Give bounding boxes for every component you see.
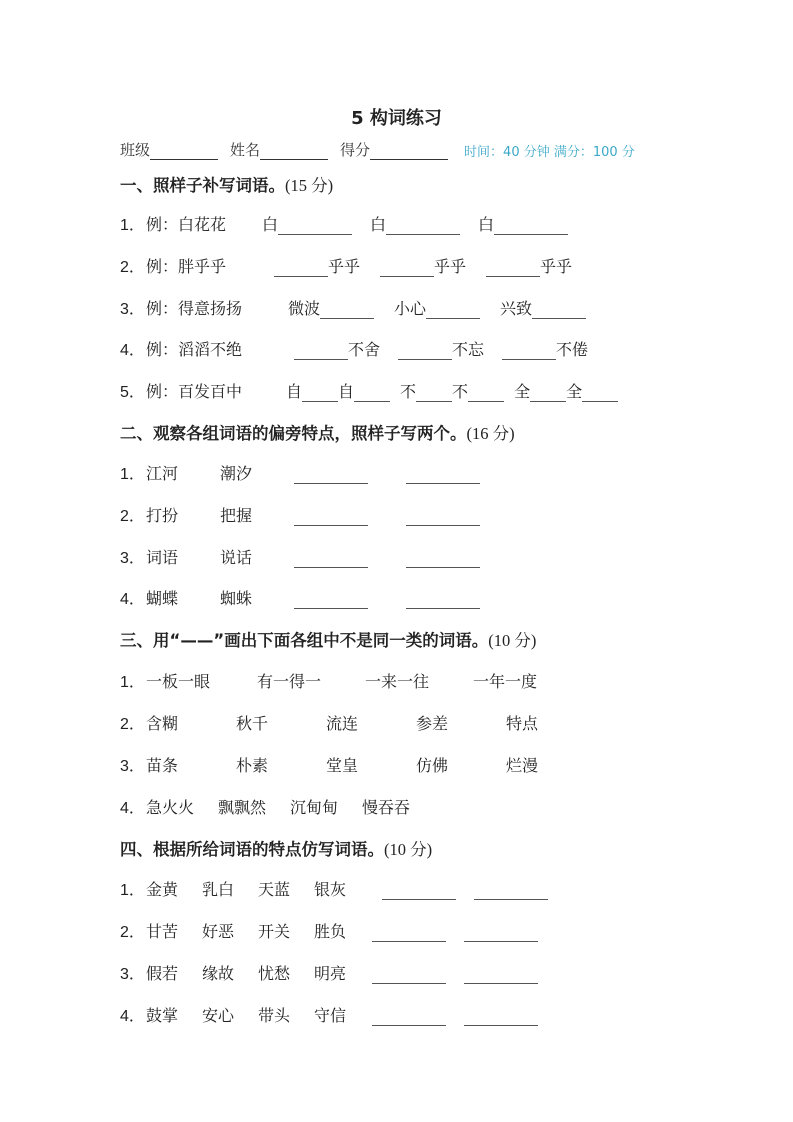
answer-blank[interactable] (294, 345, 348, 360)
word-part: 白 (370, 215, 387, 234)
answer-blank[interactable] (406, 553, 480, 568)
answer-blank[interactable] (464, 1011, 538, 1026)
s4-item-3 (120, 961, 538, 984)
word: 蜘蛛 (220, 589, 253, 608)
word[interactable]: 参差 (416, 714, 449, 733)
points: (15 分) (285, 176, 334, 195)
s1-item-4 (120, 337, 588, 360)
word[interactable]: 一板一眼 (146, 672, 211, 691)
s1-item-5 (120, 379, 618, 402)
answer-blank[interactable] (398, 345, 452, 360)
answer-blank[interactable] (468, 387, 504, 402)
s2-item-3 (120, 545, 480, 568)
item-number: 4． (120, 1008, 145, 1025)
item-number: 2． (120, 508, 145, 525)
word: 甘苦 (146, 922, 179, 941)
answer-blank[interactable] (294, 553, 368, 568)
word: 带头 (258, 1006, 291, 1025)
word[interactable]: 堂皇 (326, 756, 359, 775)
answer-blank[interactable] (406, 469, 480, 484)
word[interactable]: 流连 (326, 714, 359, 733)
answer-blank[interactable] (464, 927, 538, 942)
page-title: 5 构词练习 (351, 108, 442, 129)
word-part: 白 (478, 215, 495, 234)
word[interactable]: 朴素 (236, 756, 269, 775)
time-info: 时间：40 分钟 满分：100 分 (464, 145, 635, 160)
word: 天蓝 (258, 880, 291, 899)
item-number: 2． (120, 259, 145, 276)
answer-blank[interactable] (426, 304, 480, 319)
word[interactable]: 一来一往 (365, 672, 430, 691)
word-part: 乎乎 (540, 257, 573, 276)
word: 开关 (258, 922, 291, 941)
item-number: 3． (120, 301, 145, 318)
answer-blank[interactable] (386, 220, 460, 235)
s4-item-2 (120, 919, 538, 942)
heading-text: 三、用“——”画出下面各组中不是同一类的词语。 (120, 631, 489, 650)
word: 乳白 (202, 880, 235, 899)
name-field[interactable] (260, 145, 328, 160)
answer-blank[interactable] (494, 220, 568, 235)
example: 例：白花花 (146, 215, 227, 234)
word[interactable]: 仿佛 (416, 756, 449, 775)
answer-blank[interactable] (530, 387, 566, 402)
word[interactable]: 沉甸甸 (290, 798, 339, 817)
answer-blank[interactable] (354, 387, 390, 402)
word-part: 不忘 (452, 340, 485, 359)
word: 胜负 (314, 922, 347, 941)
item-number: 3． (120, 966, 145, 983)
points: (10 分) (488, 631, 537, 650)
word-part: 微波 (288, 299, 321, 318)
word-part: 不 (452, 382, 469, 401)
item-number: 4． (120, 342, 145, 359)
word-part: 不 (400, 382, 417, 401)
answer-blank[interactable] (416, 387, 452, 402)
answer-blank[interactable] (486, 262, 540, 277)
word-part: 白 (262, 215, 279, 234)
answer-blank[interactable] (474, 885, 548, 900)
word: 金黄 (146, 880, 179, 899)
s3-item-3 (120, 753, 538, 776)
example: 例：滔滔不绝 (146, 340, 243, 359)
word[interactable]: 含糊 (146, 714, 179, 733)
word-part: 小心 (394, 299, 427, 318)
word: 把握 (220, 506, 253, 525)
item-number: 2． (120, 716, 145, 733)
class-field[interactable] (150, 145, 218, 160)
answer-blank[interactable] (294, 469, 368, 484)
word-part: 乎乎 (434, 257, 467, 276)
example: 例：百发百中 (146, 382, 243, 401)
word: 鼓掌 (146, 1006, 179, 1025)
word: 明亮 (314, 964, 347, 983)
s4-item-1 (120, 877, 548, 900)
heading-text: 四、根据所给词语的特点仿写词语。 (120, 840, 384, 859)
word: 打扮 (146, 506, 179, 525)
header-info (120, 139, 635, 160)
word[interactable]: 特点 (506, 714, 539, 733)
word: 银灰 (314, 880, 347, 899)
answer-blank[interactable] (372, 1011, 446, 1026)
section-2-heading (120, 420, 515, 444)
answer-blank[interactable] (406, 511, 480, 526)
s1-item-1 (120, 212, 568, 235)
word: 好恶 (202, 922, 235, 941)
word-part: 兴致 (500, 299, 533, 318)
word-part: 自 (286, 382, 303, 401)
s1-item-3 (120, 296, 586, 319)
word[interactable]: 苗条 (146, 756, 179, 775)
word-part: 不舍 (348, 340, 381, 359)
answer-blank[interactable] (380, 262, 434, 277)
answer-blank[interactable] (372, 969, 446, 984)
score-label: 得分 (340, 141, 371, 159)
item-number: 4． (120, 591, 145, 608)
word: 忧愁 (258, 964, 291, 983)
word[interactable]: 慢吞吞 (362, 798, 411, 817)
word: 安心 (202, 1006, 235, 1025)
s2-item-4 (120, 586, 480, 609)
s3-item-1 (120, 669, 537, 692)
answer-blank[interactable] (372, 927, 446, 942)
item-number: 1． (120, 217, 145, 234)
item-number: 5． (120, 384, 145, 401)
points: (10 分) (384, 840, 433, 859)
word: 潮汐 (220, 464, 253, 483)
item-number: 1． (120, 674, 145, 691)
answer-blank[interactable] (532, 304, 586, 319)
section-3-heading (120, 627, 536, 651)
word-part: 自 (338, 382, 355, 401)
heading-text: 一、照样子补写词语。 (120, 176, 285, 195)
s1-item-2 (120, 254, 572, 277)
word[interactable]: 有一得一 (257, 672, 322, 691)
example: 例：胖乎乎 (146, 257, 227, 276)
answer-blank[interactable] (278, 220, 352, 235)
item-number: 4． (120, 800, 145, 817)
word[interactable]: 急火火 (146, 798, 195, 817)
example: 例：得意扬扬 (146, 299, 243, 318)
word[interactable]: 一年一度 (473, 672, 538, 691)
word: 缘故 (202, 964, 235, 983)
s2-item-1 (120, 461, 480, 484)
answer-blank[interactable] (582, 387, 618, 402)
word: 守信 (314, 1006, 347, 1025)
s3-item-2 (120, 711, 538, 734)
s4-item-4 (120, 1003, 538, 1026)
word-part: 全 (514, 382, 531, 401)
word: 江河 (146, 464, 179, 483)
answer-blank[interactable] (464, 969, 538, 984)
section-4-heading (120, 836, 432, 860)
word[interactable]: 秋千 (236, 714, 269, 733)
section-1-heading (120, 172, 333, 196)
word-part: 不倦 (556, 340, 589, 359)
answer-blank[interactable] (320, 304, 374, 319)
answer-blank[interactable] (406, 594, 480, 609)
s3-item-4 (120, 795, 410, 818)
points: (16 分) (466, 424, 515, 443)
word: 蝴蝶 (146, 589, 179, 608)
item-number: 3． (120, 550, 145, 567)
s2-item-2 (120, 503, 480, 526)
item-number: 2． (120, 924, 145, 941)
item-number: 1． (120, 466, 145, 483)
word: 词语 (146, 548, 179, 567)
item-number: 1． (120, 882, 145, 899)
answer-blank[interactable] (294, 594, 368, 609)
item-number: 3． (120, 758, 145, 775)
score-field[interactable] (370, 145, 448, 160)
word-part: 全 (566, 382, 583, 401)
answer-blank[interactable] (274, 262, 328, 277)
answer-blank[interactable] (502, 345, 556, 360)
word[interactable]: 飘飘然 (218, 798, 267, 817)
answer-blank[interactable] (294, 511, 368, 526)
name-label: 姓名 (230, 141, 261, 159)
word[interactable]: 烂漫 (506, 756, 539, 775)
word-part: 乎乎 (328, 257, 361, 276)
heading-text: 二、观察各组词语的偏旁特点，照样子写两个。 (120, 424, 467, 443)
word: 说话 (220, 548, 253, 567)
class-label: 班级 (120, 141, 151, 159)
answer-blank[interactable] (382, 885, 456, 900)
word: 假若 (146, 964, 179, 983)
answer-blank[interactable] (302, 387, 338, 402)
